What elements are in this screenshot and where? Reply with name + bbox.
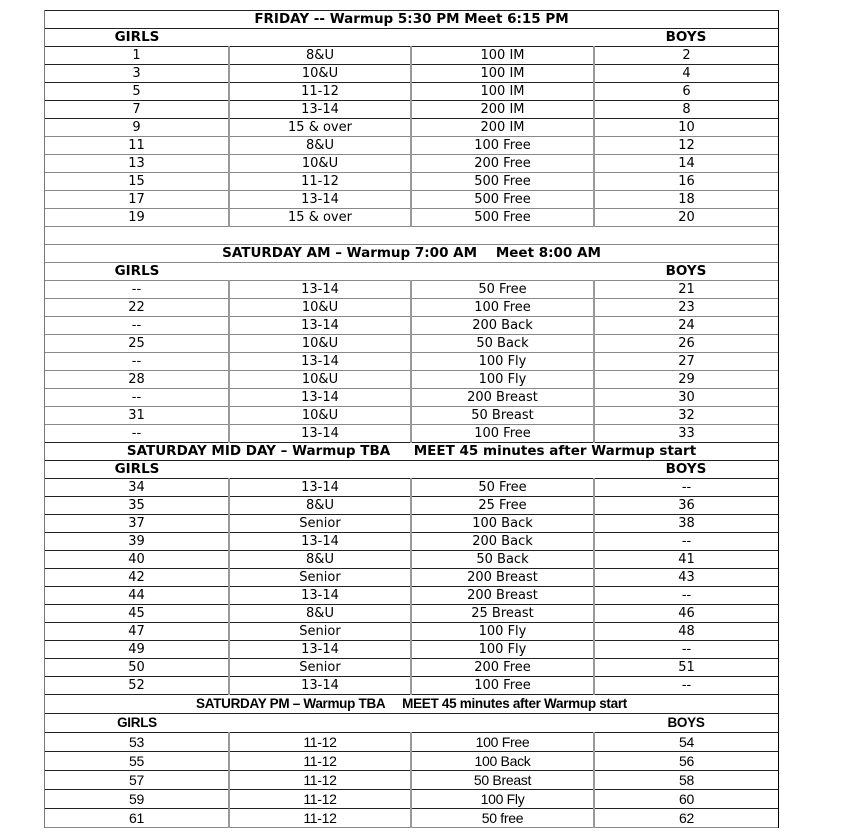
event-name: 100 Fly — [411, 623, 594, 641]
boys-event-number: 12 — [594, 137, 778, 155]
age-group: Senior — [229, 515, 411, 533]
boys-event-number: 48 — [594, 623, 778, 641]
girls-event-number: 34 — [45, 479, 229, 497]
event-name: 200 Breast — [411, 389, 594, 407]
meet-schedule-table — [44, 10, 779, 828]
boys-event-number: 26 — [594, 335, 778, 353]
event-row — [45, 173, 778, 191]
girls-event-number: 1 — [45, 47, 229, 65]
girls-event-number: -- — [45, 317, 229, 335]
event-name: 50 Back — [411, 335, 594, 353]
event-name: 100 Fly — [411, 790, 594, 809]
boys-event-number: 21 — [594, 281, 778, 299]
girls-event-number: 44 — [45, 587, 229, 605]
gender-label-row — [45, 714, 778, 733]
event-name: 100 Free — [411, 425, 594, 443]
boys-event-number: 54 — [594, 733, 778, 752]
boys-event-number: 36 — [594, 497, 778, 515]
girls-event-number: 17 — [45, 191, 229, 209]
girls-event-number: 55 — [45, 752, 229, 771]
section-title-row — [45, 443, 778, 461]
event-name: 100 Free — [411, 299, 594, 317]
event-row — [45, 515, 778, 533]
age-group: 13-14 — [229, 479, 411, 497]
event-name: 200 IM — [411, 101, 594, 119]
event-name: 200 Breast — [411, 587, 594, 605]
spacer-cell — [45, 227, 778, 245]
girls-event-number: 59 — [45, 790, 229, 809]
event-name: 500 Free — [411, 173, 594, 191]
event-row — [45, 641, 778, 659]
event-row — [45, 209, 778, 227]
gender-label-row — [45, 461, 778, 479]
gender-label-row — [45, 29, 778, 47]
girls-event-number: 53 — [45, 733, 229, 752]
boys-event-number: -- — [594, 587, 778, 605]
event-row — [45, 137, 778, 155]
boys-event-number: 27 — [594, 353, 778, 371]
section-title: SATURDAY AM – Warmup 7:00 AM Meet 8:00 AM — [45, 245, 778, 263]
age-group: 10&U — [229, 371, 411, 389]
girls-event-number: 11 — [45, 137, 229, 155]
boys-event-number: 14 — [594, 155, 778, 173]
event-row — [45, 155, 778, 173]
event-row — [45, 623, 778, 641]
event-row — [45, 389, 778, 407]
event-name: 50 free — [411, 809, 594, 828]
boys-event-number: 6 — [594, 83, 778, 101]
event-row — [45, 587, 778, 605]
girls-event-number: 39 — [45, 533, 229, 551]
boys-label: BOYS — [665, 263, 707, 279]
girls-event-number: -- — [45, 353, 229, 371]
event-row — [45, 83, 778, 101]
age-group: 13-14 — [229, 533, 411, 551]
boys-event-number: 29 — [594, 371, 778, 389]
gender-label-row — [45, 263, 778, 281]
event-row — [45, 47, 778, 65]
girls-event-number: 52 — [45, 677, 229, 695]
event-name: 200 Breast — [411, 569, 594, 587]
event-row — [45, 497, 778, 515]
boys-event-number: 10 — [594, 119, 778, 137]
boys-event-number: 41 — [594, 551, 778, 569]
age-group: 13-14 — [229, 677, 411, 695]
event-name: 200 Free — [411, 155, 594, 173]
event-row — [45, 335, 778, 353]
girls-event-number: 40 — [45, 551, 229, 569]
girls-event-number: 15 — [45, 173, 229, 191]
age-group: 13-14 — [229, 353, 411, 371]
event-name: 200 IM — [411, 119, 594, 137]
age-group: 13-14 — [229, 389, 411, 407]
boys-event-number: 51 — [594, 659, 778, 677]
event-name: 100 Fly — [411, 353, 594, 371]
event-name: 50 Back — [411, 551, 594, 569]
girls-event-number: 31 — [45, 407, 229, 425]
gender-label-cell — [45, 263, 778, 281]
schedule-grid — [45, 10, 778, 828]
age-group: 15 & over — [229, 119, 411, 137]
girls-label: GIRLS — [114, 263, 160, 279]
event-row — [45, 733, 778, 752]
boys-event-number: -- — [594, 479, 778, 497]
boys-event-number: 16 — [594, 173, 778, 191]
event-row — [45, 771, 778, 790]
boys-event-number: 2 — [594, 47, 778, 65]
boys-event-number: 18 — [594, 191, 778, 209]
boys-label: BOYS — [665, 29, 707, 45]
boys-event-number: 60 — [594, 790, 778, 809]
section-title: SATURDAY PM – Warmup TBA MEET 45 minutes after Warmup start — [45, 695, 778, 714]
event-row — [45, 119, 778, 137]
boys-event-number: 24 — [594, 317, 778, 335]
age-group: 11-12 — [229, 790, 411, 809]
age-group: 11-12 — [229, 173, 411, 191]
boys-event-number: 58 — [594, 771, 778, 790]
age-group: 11-12 — [229, 809, 411, 828]
age-group: Senior — [229, 623, 411, 641]
boys-event-number: 20 — [594, 209, 778, 227]
event-row — [45, 533, 778, 551]
girls-event-number: 45 — [45, 605, 229, 623]
event-row — [45, 299, 778, 317]
girls-event-number: 9 — [45, 119, 229, 137]
boys-event-number: -- — [594, 677, 778, 695]
event-row — [45, 677, 778, 695]
event-row — [45, 790, 778, 809]
event-name: 100 Free — [411, 137, 594, 155]
boys-event-number: 43 — [594, 569, 778, 587]
gender-label-cell — [45, 714, 778, 733]
age-group: 10&U — [229, 65, 411, 83]
spacer-row — [45, 227, 778, 245]
event-row — [45, 605, 778, 623]
event-row — [45, 371, 778, 389]
event-name: 100 IM — [411, 83, 594, 101]
section-title-row — [45, 11, 778, 29]
girls-event-number: -- — [45, 389, 229, 407]
event-row — [45, 569, 778, 587]
girls-event-number: 57 — [45, 771, 229, 790]
age-group: 13-14 — [229, 587, 411, 605]
age-group: 11-12 — [229, 771, 411, 790]
event-row — [45, 101, 778, 119]
age-group: 13-14 — [229, 281, 411, 299]
age-group: 8&U — [229, 497, 411, 515]
age-group: Senior — [229, 569, 411, 587]
girls-event-number: 42 — [45, 569, 229, 587]
girls-event-number: 3 — [45, 65, 229, 83]
girls-event-number: 47 — [45, 623, 229, 641]
girls-event-number: 35 — [45, 497, 229, 515]
event-name: 500 Free — [411, 191, 594, 209]
age-group: 13-14 — [229, 425, 411, 443]
girls-event-number: 25 — [45, 335, 229, 353]
event-name: 100 IM — [411, 65, 594, 83]
gender-label-cell — [45, 29, 778, 47]
boys-event-number: 8 — [594, 101, 778, 119]
age-group: 13-14 — [229, 191, 411, 209]
girls-event-number: 22 — [45, 299, 229, 317]
event-name: 50 Free — [411, 281, 594, 299]
boys-event-number: 23 — [594, 299, 778, 317]
boys-label: BOYS — [667, 715, 705, 730]
age-group: 15 & over — [229, 209, 411, 227]
event-name: 100 Free — [411, 733, 594, 752]
boys-event-number: 30 — [594, 389, 778, 407]
boys-event-number: 33 — [594, 425, 778, 443]
event-row — [45, 479, 778, 497]
event-row — [45, 65, 778, 83]
age-group: 10&U — [229, 407, 411, 425]
event-name: 100 Free — [411, 677, 594, 695]
event-row — [45, 281, 778, 299]
girls-label: GIRLS — [117, 715, 157, 730]
girls-event-number: 49 — [45, 641, 229, 659]
event-name: 200 Back — [411, 533, 594, 551]
boys-event-number: 46 — [594, 605, 778, 623]
girls-event-number: 13 — [45, 155, 229, 173]
section-title-row — [45, 695, 778, 714]
boys-event-number: 62 — [594, 809, 778, 828]
age-group: 10&U — [229, 335, 411, 353]
event-name: 100 Fly — [411, 641, 594, 659]
event-row — [45, 551, 778, 569]
age-group: 8&U — [229, 47, 411, 65]
event-name: 25 Breast — [411, 605, 594, 623]
section-title: FRIDAY -- Warmup 5:30 PM Meet 6:15 PM — [45, 11, 778, 29]
age-group: 11-12 — [229, 752, 411, 771]
event-name: 50 Breast — [411, 771, 594, 790]
section-title-row — [45, 245, 778, 263]
event-name: 50 Breast — [411, 407, 594, 425]
event-name: 25 Free — [411, 497, 594, 515]
boys-event-number: 56 — [594, 752, 778, 771]
age-group: 13-14 — [229, 101, 411, 119]
event-row — [45, 659, 778, 677]
girls-event-number: 61 — [45, 809, 229, 828]
section-title: SATURDAY MID DAY – Warmup TBA MEET 45 minutes after Warmup start — [45, 443, 778, 461]
girls-event-number: 5 — [45, 83, 229, 101]
girls-event-number: 19 — [45, 209, 229, 227]
event-name: 50 Free — [411, 479, 594, 497]
event-row — [45, 317, 778, 335]
event-name: 200 Free — [411, 659, 594, 677]
age-group: 13-14 — [229, 317, 411, 335]
boys-event-number: 4 — [594, 65, 778, 83]
age-group: 10&U — [229, 155, 411, 173]
girls-event-number: 28 — [45, 371, 229, 389]
event-name: 100 Back — [411, 752, 594, 771]
age-group: 10&U — [229, 299, 411, 317]
event-name: 100 Fly — [411, 371, 594, 389]
event-row — [45, 752, 778, 771]
event-name: 100 Back — [411, 515, 594, 533]
girls-event-number: 50 — [45, 659, 229, 677]
event-row — [45, 407, 778, 425]
girls-event-number: 37 — [45, 515, 229, 533]
girls-event-number: -- — [45, 425, 229, 443]
girls-event-number: -- — [45, 281, 229, 299]
event-row — [45, 425, 778, 443]
girls-event-number: 7 — [45, 101, 229, 119]
schedule-body — [45, 11, 778, 828]
boys-label: BOYS — [665, 461, 707, 477]
event-name: 100 IM — [411, 47, 594, 65]
event-row — [45, 191, 778, 209]
event-row — [45, 353, 778, 371]
age-group: 13-14 — [229, 641, 411, 659]
event-name: 200 Back — [411, 317, 594, 335]
boys-event-number: -- — [594, 533, 778, 551]
girls-label: GIRLS — [114, 29, 160, 45]
girls-label: GIRLS — [114, 461, 160, 477]
age-group: 11-12 — [229, 83, 411, 101]
boys-event-number: 32 — [594, 407, 778, 425]
boys-event-number: -- — [594, 641, 778, 659]
event-name: 500 Free — [411, 209, 594, 227]
age-group: 8&U — [229, 137, 411, 155]
boys-event-number: 38 — [594, 515, 778, 533]
event-row — [45, 809, 778, 828]
age-group: 11-12 — [229, 733, 411, 752]
age-group: 8&U — [229, 551, 411, 569]
age-group: 8&U — [229, 605, 411, 623]
age-group: Senior — [229, 659, 411, 677]
gender-label-cell — [45, 461, 778, 479]
